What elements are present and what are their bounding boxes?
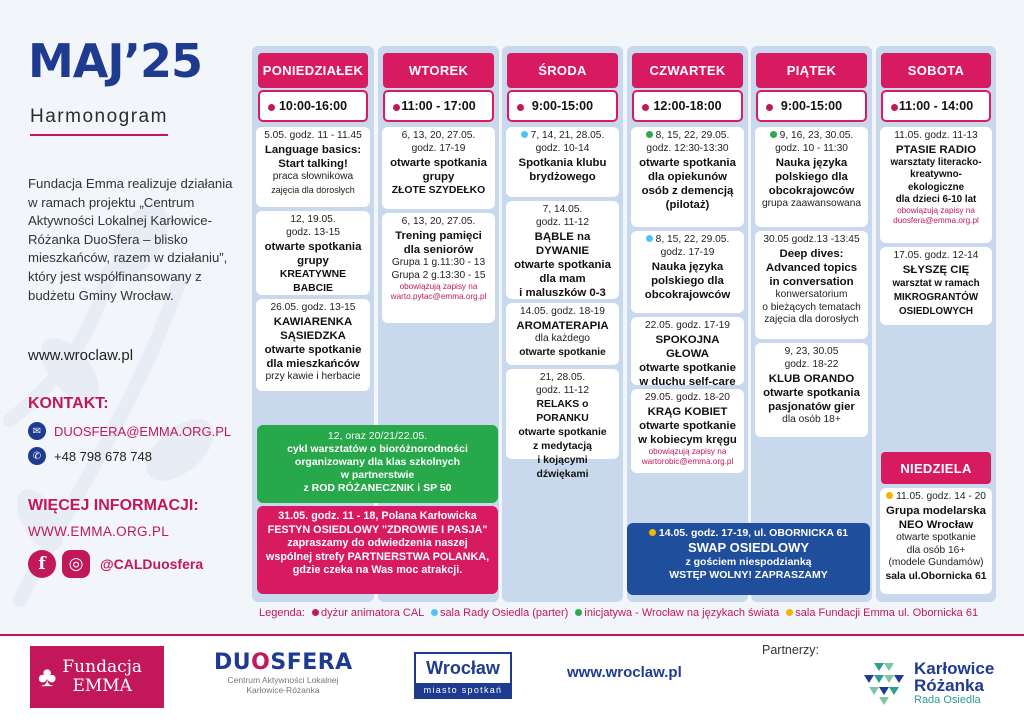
festival-banner: 31.05. godz. 11 - 18, Polana Karłowicka FESTYN OSIEDLOWY "ZDROWIE I PASJA" zapraszamy do odwiedzenia naszej wspólnej strefy PARTNERSTWA POLANKA, gdzie czeka na Was moc atrakcji.	[257, 506, 498, 594]
hours-saturday: 11:00 - 14:00	[881, 90, 991, 122]
event-card-fri-1: 9, 16, 23, 30.05. godz. 10 - 11:30 Nauka języka polskiego dla obcokrajowców grupa zaawansowana	[755, 127, 868, 227]
contact-heading: KONTAKT:	[28, 395, 109, 412]
legend-dot-icon	[312, 609, 319, 616]
hours-wednesday: 9:00-15:00	[507, 90, 618, 122]
email-row[interactable]	[28, 422, 231, 440]
animator-dot-icon	[891, 104, 898, 111]
hours-tuesday: 11:00 - 17:00	[383, 90, 494, 122]
emma-hall-dot-icon	[886, 492, 893, 499]
intro-text: Fundacja Emma realizuje działania w ramach projektu „Centrum Aktywności Lokalnej Karłowice-Różanka DuoSfera – blisko mieszkańców, razem w działaniu”, który jest współfinansowany z budżetu Gminy Wrocław.	[28, 176, 233, 303]
event-card-fri-3: 9, 23, 30.05 godz. 18-22 KLUB ORANDO otwarte spotkania pasjonatów gier dla osób 18+	[755, 343, 868, 437]
animator-dot-icon	[393, 104, 400, 111]
emma-website-link[interactable]: WWW.EMMA.ORG.PL	[28, 524, 169, 539]
event-card-mon-1: 5.05. godz. 11 - 11.45 Language basics: Start talking! praca słownikowa zajęcia dla dorosłych	[256, 127, 370, 207]
initiative-dot-icon	[770, 131, 777, 138]
page-subtitle: Harmonogram	[30, 106, 168, 127]
emma-hall-dot-icon	[649, 529, 656, 536]
legend-dot-icon	[575, 609, 582, 616]
animator-dot-icon	[268, 104, 275, 111]
partners-label: Partnerzy:	[762, 643, 819, 657]
event-card-sat-1: 11.05. godz. 11-13 PTASIE RADIO warsztaty literacko- kreatywno- ekologiczne dla dzieci 6-10 lat obowiązują zapisy na duosfera@emma.org.pl	[880, 127, 992, 243]
day-header-friday: PIĄTEK	[756, 53, 867, 88]
biodiversity-banner: 12, oraz 20/21/22.05. cykl warsztatów o bioróżnorodności organizowany dla klas szkolnych w partnerstwie z ROD RÓŻANECZNIK i SP 50	[257, 425, 498, 503]
event-card-wed-1: 7, 14, 21, 28.05. godz. 10-14 Spotkania klubu brydżowego	[506, 127, 619, 197]
day-header-monday: PONIEDZIAŁEK	[258, 53, 368, 88]
duosfera-logo[interactable]: DUOSFERA Centrum Aktywności Lokalnej Karłowice-Różanka	[214, 650, 353, 695]
legend-dot-icon	[431, 609, 438, 616]
instagram-icon[interactable]: ◎	[62, 550, 90, 578]
more-info-heading: WIĘCEJ INFORMACJI:	[28, 497, 199, 514]
footer-website[interactable]: www.wroclaw.pl	[567, 664, 682, 681]
animator-dot-icon	[766, 104, 773, 111]
hours-friday: 9:00-15:00	[756, 90, 867, 122]
event-card-tue-2: 6, 13, 20, 27.05. Trening pamięci dla seniorów Grupa 1 g.11:30 - 13 Grupa 2 g.13:30 - 15 obowiązują zapisy na warto.pytac@emma.org.pl	[382, 213, 495, 323]
phone-icon: ✆	[28, 447, 46, 465]
event-card-tue-1: 6, 13, 20, 27.05. godz. 17-19 otwarte spotkania grupy ZŁOTE SZYDEŁKO	[382, 127, 495, 209]
event-card-thu-2: 8, 15, 22, 29.05. godz. 17-19 Nauka języka polskiego dla obcokrajowców	[631, 231, 744, 313]
subtitle-underline	[30, 134, 168, 136]
social-handle[interactable]: @CALDuosfera	[100, 556, 204, 572]
event-card-thu-4: 29.05. godz. 18-20 KRĄG KOBIET otwarte spotkanie w kobiecym kręgu obowiązują zapisy na wartorobic@emma.org.pl	[631, 389, 744, 473]
page-title: MAJ’25	[28, 34, 202, 88]
event-card-mon-3: 26.05. godz. 13-15 KAWIARENKA SĄSIEDZKA otwarte spotkanie dla mieszkańców przy kawie i herbacie	[256, 299, 370, 391]
facebook-icon[interactable]: f	[28, 550, 56, 578]
event-card-sat-2: 17.05. godz. 12-14 SŁYSZĘ CIĘ warsztat w ramach MIKROGRANTÓW OSIEDLOWYCH	[880, 247, 992, 325]
phone-row[interactable]	[28, 447, 152, 465]
event-card-mon-2: 12, 19.05. godz. 13-15 otwarte spotkania grupy KREATYWNE BABCIE	[256, 211, 370, 295]
legend-dot-icon	[786, 609, 793, 616]
event-card-wed-4: 21, 28.05. godz. 11-12 RELAKS o PORANKU otwarte spotkanie z medytacją i kojącymi dźwiękami	[506, 369, 619, 459]
email-address[interactable]: DUOSFERA@EMMA.ORG.PL	[54, 423, 232, 439]
fundacja-emma-logo[interactable]: ♣ Fundacja EMMA	[30, 646, 164, 708]
footer-divider	[0, 634, 1024, 636]
wroclaw-logo[interactable]: Wrocław miasto spotkań	[414, 652, 512, 699]
social-row	[28, 550, 203, 578]
legend: Legenda: dyżur animatora CAL sala Rady Osiedla (parter) inicjatywa - Wrocław na językach świata sala Fundacji Emma ul. Obornicka 61	[259, 607, 979, 619]
event-card-wed-3: 14.05. godz. 18-19 AROMATERAPIA dla każdego otwarte spotkanie	[506, 303, 619, 365]
hours-monday: 10:00-16:00	[258, 90, 368, 122]
karlowice-rozanka-logo[interactable]: Karłowice Różanka Rada Osiedla	[860, 660, 994, 707]
event-card-sun-1: 11.05. godz. 14 - 20 Grupa modelarska NEO Wrocław otwarte spotkanie dla osób 16+ (modele Gundamów) sala ul.Obornicka 61	[880, 488, 992, 594]
day-header-wednesday: ŚRODA	[507, 53, 618, 88]
day-header-tuesday: WTOREK	[383, 53, 494, 88]
initiative-dot-icon	[646, 131, 653, 138]
event-card-fri-2: 30.05 godz.13 -13:45 Deep dives: Advanced topics in conversation konwersatorium o bieżących tematach zajęcia dla dorosłych	[755, 231, 868, 339]
phone-number[interactable]: +48 798 678 748	[54, 448, 152, 464]
triangles-icon	[860, 661, 908, 707]
day-header-saturday: SOBOTA	[881, 53, 991, 88]
day-header-thursday: CZWARTEK	[632, 53, 743, 88]
animator-dot-icon	[642, 104, 649, 111]
event-card-thu-1: 8, 15, 22, 29.05. godz. 12:30-13:30 otwarte spotkania dla opiekunów osób z demencją (pilotaż)	[631, 127, 744, 227]
website-link[interactable]: www.wroclaw.pl	[28, 347, 134, 364]
tree-icon: ♣	[38, 661, 57, 692]
day-header-sunday: NIEDZIELA	[881, 452, 991, 484]
mail-icon: ✉	[28, 422, 46, 440]
event-card-thu-3: 22.05. godz. 17-19 SPOKOJNA GŁOWA otwarte spotkanie w duchu self-care	[631, 317, 744, 385]
animator-dot-icon	[517, 104, 524, 111]
event-card-wed-2: 7, 14.05. godz. 11-12 BĄBLE na DYWANIE otwarte spotkania dla mam i maluszków 0-3	[506, 201, 619, 299]
rada-osiedla-dot-icon	[521, 131, 528, 138]
hours-thursday: 12:00-18:00	[632, 90, 743, 122]
rada-osiedla-dot-icon	[646, 235, 653, 242]
swap-banner: 14.05. godz. 17-19, ul. OBORNICKA 61 SWAP OSIEDLOWY z gościem niespodzianką WSTĘP WOLNY! ZAPRASZAMY	[627, 523, 870, 595]
